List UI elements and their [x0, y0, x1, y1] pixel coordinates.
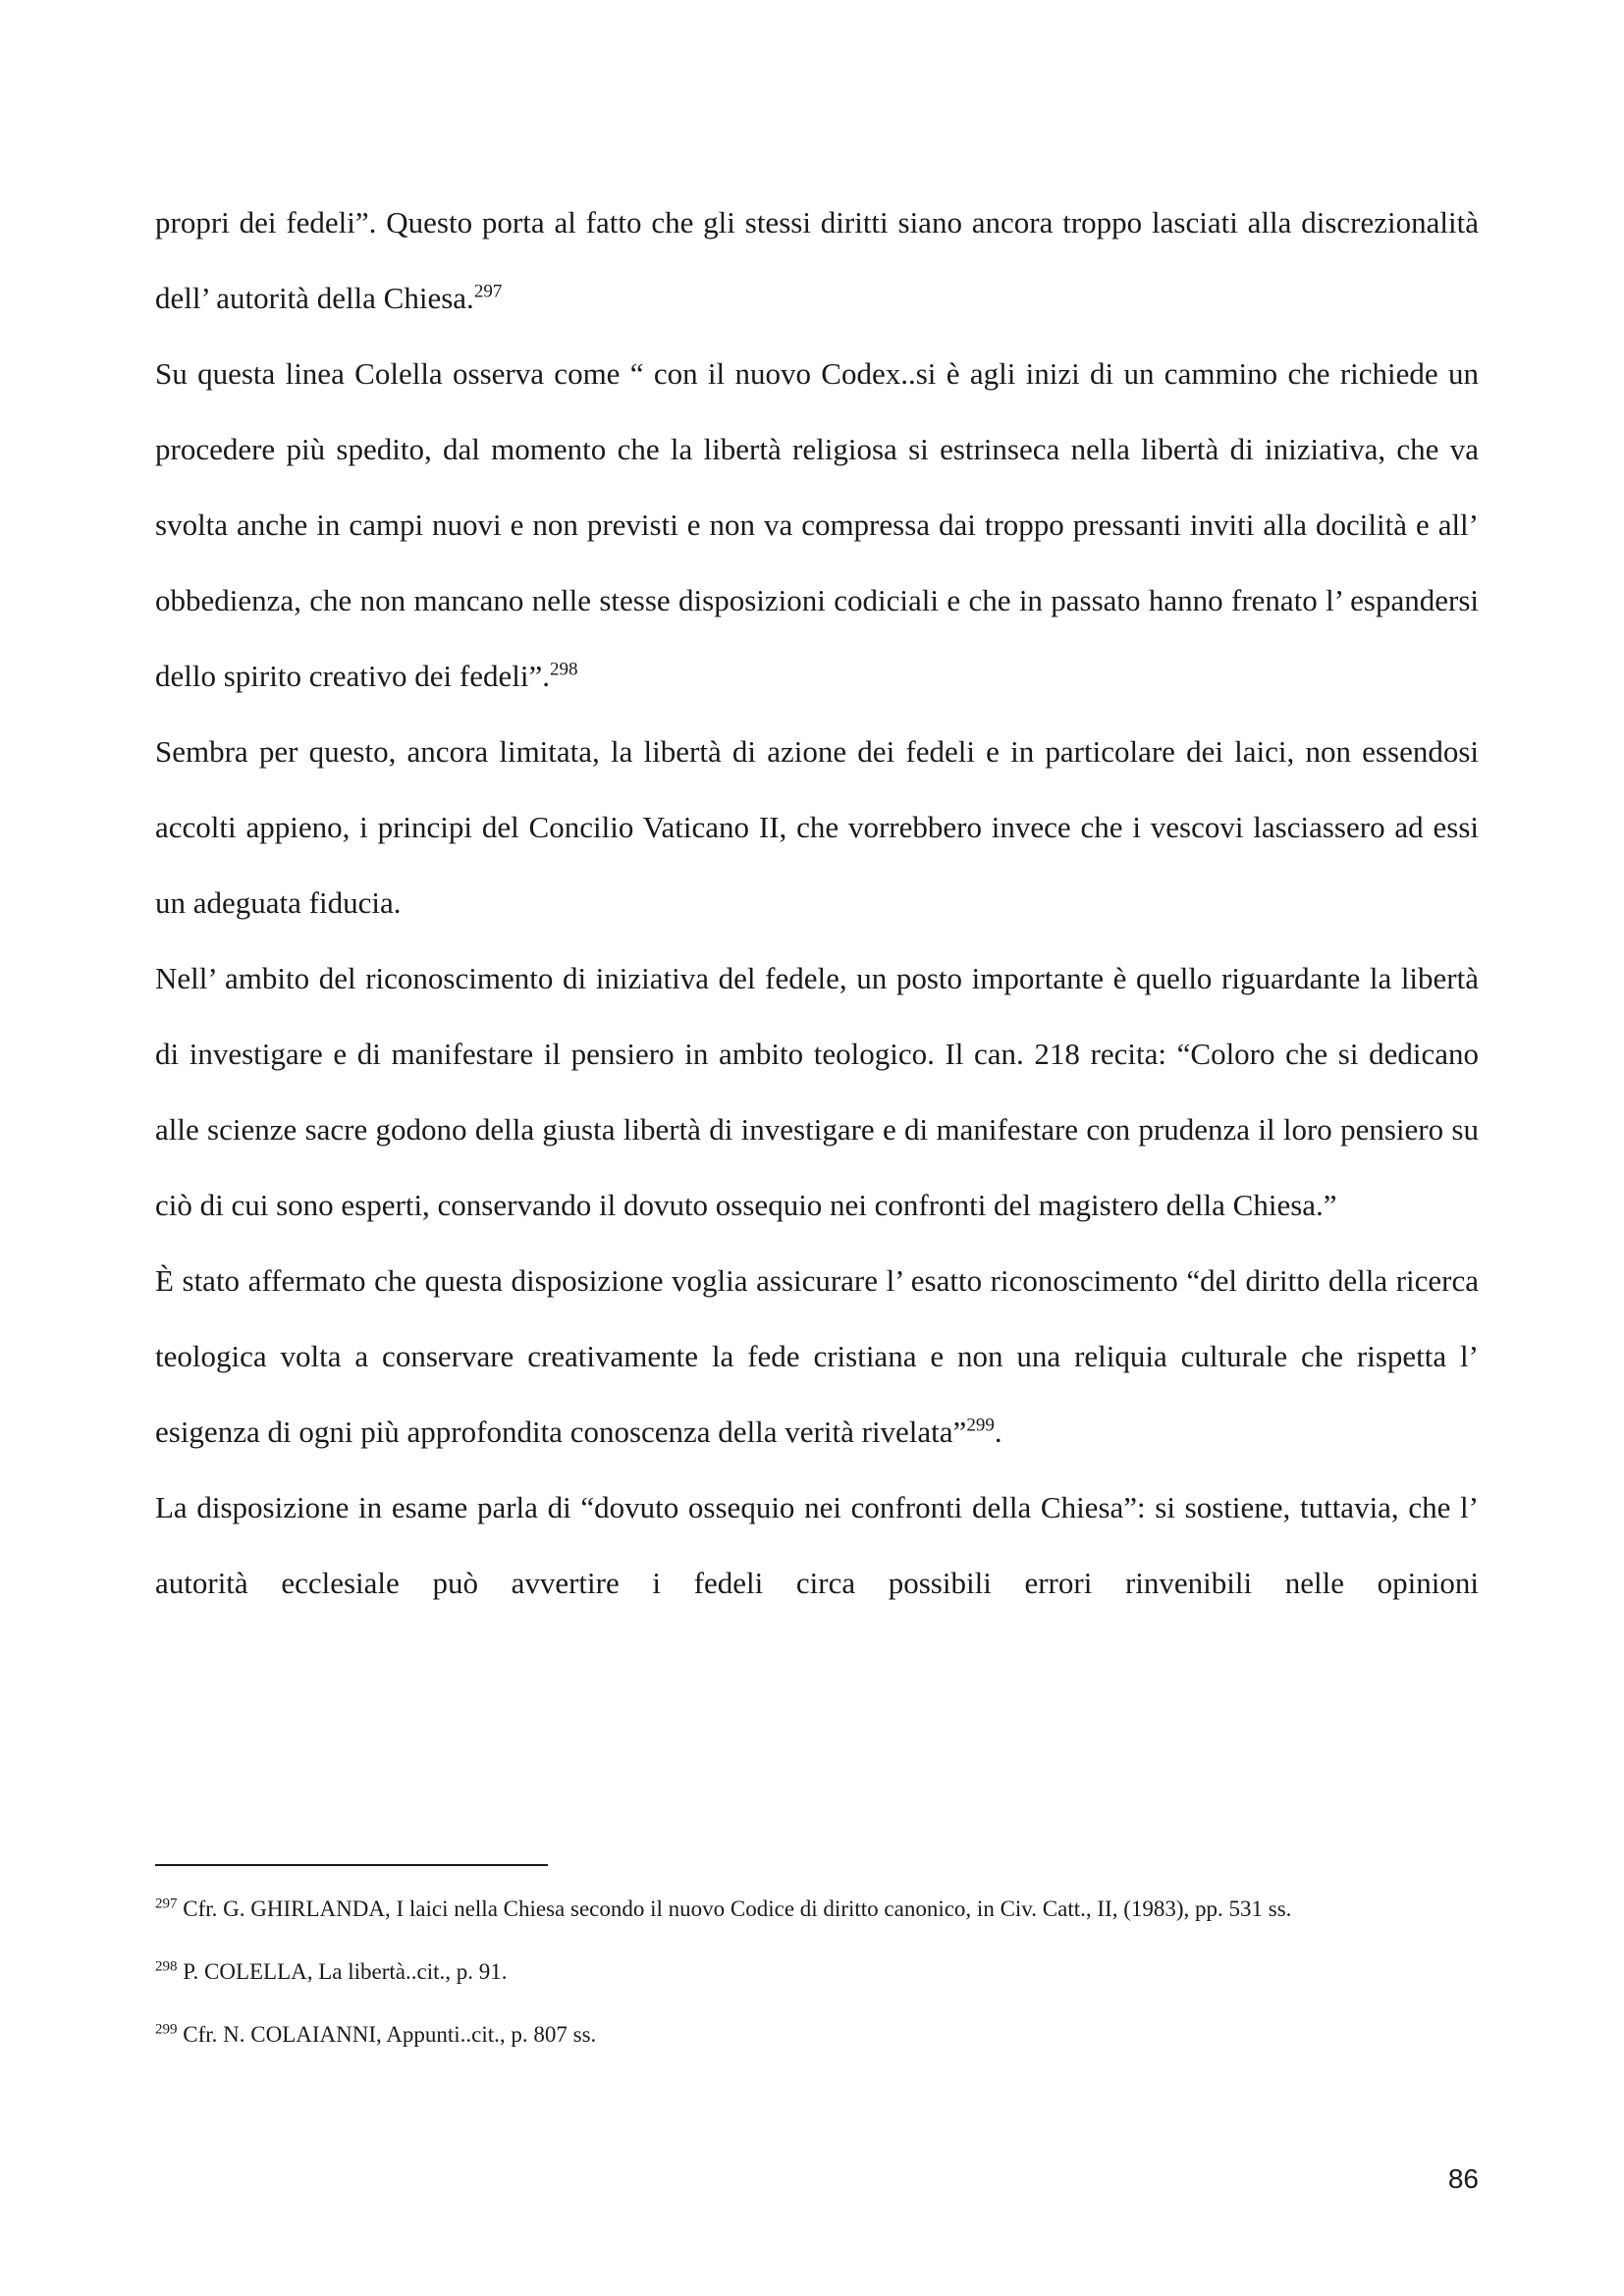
- paragraph-1: [155, 185, 1479, 336]
- footnote-297: [155, 1878, 1479, 1941]
- footnote-ref-299: 299: [966, 1415, 995, 1436]
- paragraph-text: Sembra per questo, ancora limitata, la libertà di azione dei fedeli e in particolare dei laici, non essendosi accolti appieno, i principi del Concilio Vaticano II, che vorrebbero invece che i vescovi lasciassero ad essi un adeguata fiducia.: [155, 734, 1479, 920]
- page-number: 86: [1447, 2163, 1479, 2194]
- footnote-number: 297: [155, 1896, 178, 1912]
- paragraph-text: È stato affermato che questa disposizione voglia assicurare l’ esatto riconoscimento “del diritto della ricerca teologica volta a conservare creativamente la fede cristiana e non una reliquia culturale che rispetta l’ esigenza di ogni più approfondita conoscenza della verità rivelata”: [155, 1263, 1479, 1449]
- paragraph-5: [155, 1243, 1479, 1469]
- footnote-text: P. COLELLA, La libertà..cit., p. 91.: [177, 1959, 508, 1984]
- paragraph-6: [155, 1469, 1479, 1621]
- footnote-298: [155, 1941, 1479, 2003]
- paragraph-3: [155, 714, 1479, 940]
- paragraph-text: La disposizione in esame parla di “dovuto ossequio nei confronti della Chiesa”: si sostiene, tuttavia, che l’ autorità ecclesiale può avvertire i fedeli circa possibili errori rinvenibili nelle opinioni: [155, 1490, 1479, 1600]
- footnote-ref-298: 298: [550, 659, 578, 680]
- paragraph-trailing-punctuation: .: [994, 1415, 1002, 1449]
- footnote-text: Cfr. N. COLAIANNI, Appunti..cit., p. 807 ss.: [177, 2022, 597, 2047]
- footnote-ref-297: 297: [473, 281, 503, 302]
- footnotes: [155, 1878, 1479, 2066]
- footnote-separator: [155, 1864, 548, 1866]
- paragraph-2: [155, 336, 1479, 714]
- paragraph-4: [155, 940, 1479, 1243]
- footnote-number: 299: [155, 2021, 178, 2038]
- paragraph-text: Su questa linea Colella osserva come “ con il nuovo Codex..si è agli inizi di un cammino che richiede un procedere più spedito, dal momento che la libertà religiosa si estrinseca nella libertà di iniziativa, che va svolta anche in campi nuovi e non previsti e non va compressa dai troppo pressanti inviti alla docilità e all’ obbedienza, che non mancano nelle stesse disposizioni codiciali e che in passato hanno frenato l’ espandersi dello spirito creativo dei fedeli”.: [155, 356, 1479, 693]
- body-text: [155, 185, 1479, 1621]
- footnote-299: [155, 2003, 1479, 2066]
- footnote-text: Cfr. G. GHIRLANDA, I laici nella Chiesa secondo il nuovo Codice di diritto canonico, in Civ. Catt., II, (1983), pp. 531 ss.: [177, 1896, 1292, 1921]
- footnote-number: 298: [155, 1958, 178, 1975]
- paragraph-text: propri dei fedeli”. Questo porta al fatto che gli stessi diritti siano ancora troppo lasciati alla discrezionalità dell’ autorità della Chiesa.: [155, 205, 1479, 315]
- paragraph-text: Nell’ ambito del riconoscimento di iniziativa del fedele, un posto importante è quello riguardante la libertà di investigare e di manifestare il pensiero in ambito teologico. Il can. 218 recita: “Coloro che si dedicano alle scienze sacre godono della giusta libertà di investigare e di manifestare con prudenza il loro pensiero su ciò di cui sono esperti, conservando il dovuto ossequio nei confronti del magistero della Chiesa.”: [155, 961, 1479, 1222]
